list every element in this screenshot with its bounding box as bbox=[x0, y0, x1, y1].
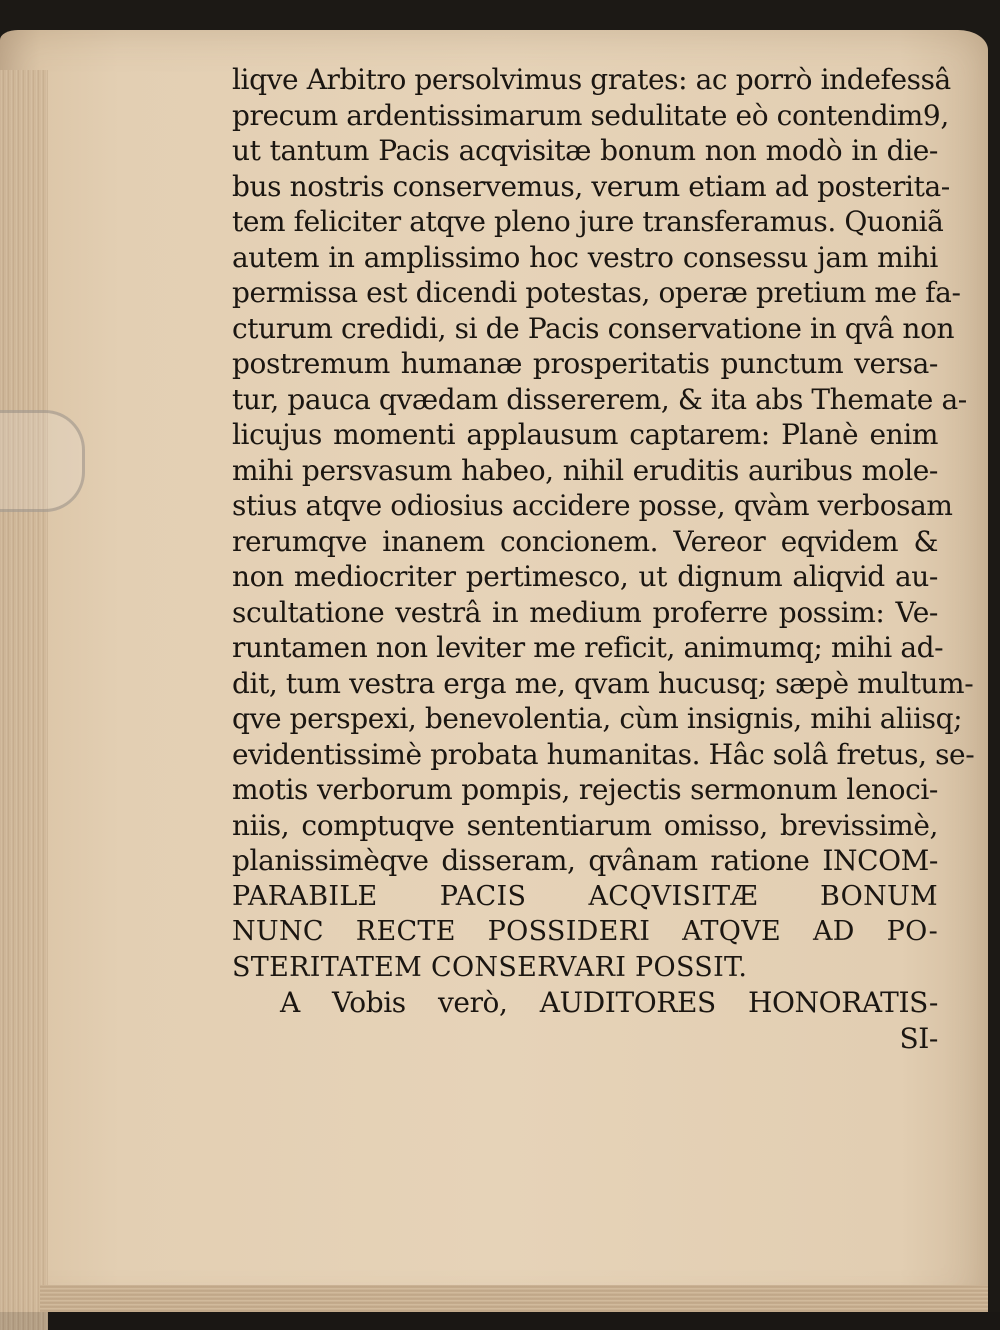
page-text bbox=[232, 62, 975, 1056]
text-line: autem in amplissimo hoc vestro consessu jam mihi bbox=[232, 240, 938, 274]
text-line: precum ardentissimarum sedulitate eò contendim9, bbox=[232, 98, 949, 132]
text-line: non mediocriter pertimesco, ut dignum aliqvid au- bbox=[232, 560, 938, 593]
catchword: SI- bbox=[899, 1021, 938, 1055]
page-edges-left bbox=[0, 70, 48, 1330]
title-line: NUNC RECTE POSSIDERI ATQVE AD PO- bbox=[232, 916, 938, 947]
text-line: scultatione vestrâ in medium proferre possim: Ve- bbox=[232, 595, 938, 629]
text-line: evidentissimè probata humanitas. Hâc solâ fretus, se- bbox=[232, 737, 975, 771]
text-line: liqve Arbitro persolvimus grates: ac porrò indefessâ bbox=[232, 63, 951, 96]
text-line: rerumqve inanem concionem. Vereor eqvidem & bbox=[232, 524, 938, 558]
text-line: dit, tum vestra erga me, qvam hucusq; sæpè multum- bbox=[232, 666, 974, 700]
page-edges-bottom bbox=[40, 1285, 988, 1312]
text-line: bus nostris conservemus, verum etiam ad posterita- bbox=[232, 169, 950, 203]
text-line: ut tantum Pacis acqvisitæ bonum non modò in die- bbox=[232, 134, 938, 167]
text-line: tur, pauca qvædam dissererem, & ita abs Themate a- bbox=[232, 382, 967, 416]
text-line: cturum credidi, si de Pacis conservatione in qvâ non bbox=[232, 311, 955, 345]
text-line: qve perspexi, benevolentia, cùm insignis, mihi aliisq; bbox=[232, 702, 963, 735]
text-line: motis verborum pompis, rejectis sermonum lenoci- bbox=[232, 773, 938, 806]
text-line: permissa est dicendi potestas, operæ pretium me fa- bbox=[232, 276, 961, 309]
text-line: tem feliciter atqve pleno jure transferamus. Quoniã bbox=[232, 205, 944, 238]
text-line: planissimèqve disseram, qvânam ratione INCOM- bbox=[232, 844, 938, 877]
text-line: mihi persvasum habeo, nihil eruditis auribus mole- bbox=[232, 453, 938, 487]
title-line: PARABILE PACIS ACQVISITÆ BONUM bbox=[232, 880, 938, 912]
text-line: niis, comptuqve sententiarum omisso, brevissimè, bbox=[232, 808, 938, 842]
title-line: STERITATEM CONSERVARI POSSIT. bbox=[232, 951, 748, 983]
text-line: stius atqve odiosius accidere posse, qvàm verbosam bbox=[232, 489, 953, 522]
text-line: runtamen non leviter me reficit, animumq; mihi ad- bbox=[232, 631, 944, 664]
text-line: postremum humanæ prosperitatis punctum versa- bbox=[232, 347, 938, 380]
text-line: licujus momenti applausum captarem: Planè enim bbox=[232, 418, 938, 451]
paper-clip bbox=[0, 410, 85, 512]
text-line: A Vobis verò, AUDITORES HONORATIS- bbox=[280, 986, 938, 1019]
